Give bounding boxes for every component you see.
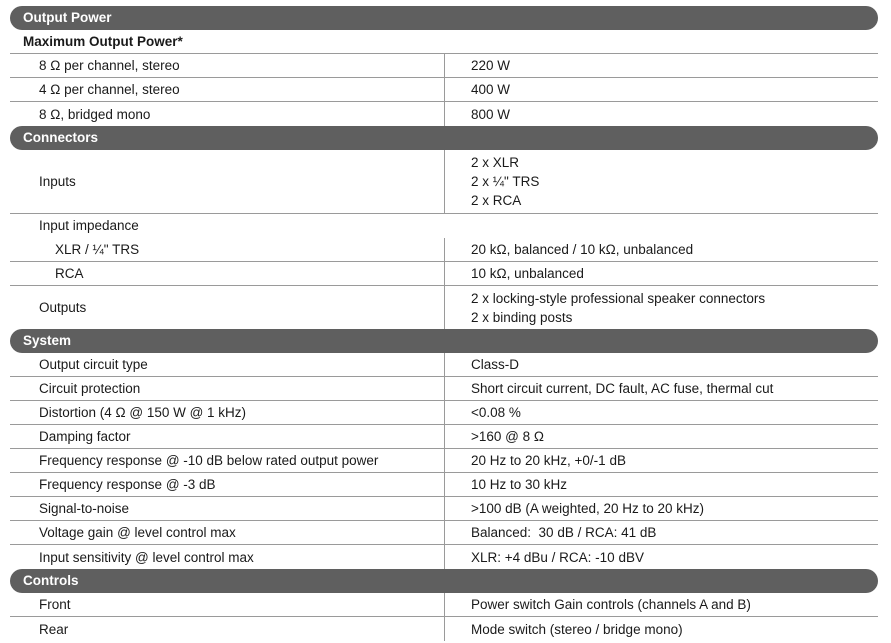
spec-row xyxy=(10,521,878,545)
spec-value xyxy=(445,286,878,329)
spec-value-text: 800 W xyxy=(471,106,511,122)
spec-label: Rear xyxy=(10,617,445,641)
subheading-maximum-output-power: Maximum Output Power* xyxy=(10,30,878,54)
spec-value-text: 20 kΩ, balanced / 10 kΩ, unbalanced xyxy=(471,242,694,257)
spec-value-text: Mode switch (stereo / bridge mono) xyxy=(471,621,683,637)
spec-value xyxy=(445,425,878,448)
spec-label: RCA xyxy=(10,262,445,285)
spec-row xyxy=(10,473,878,497)
spec-sheet xyxy=(10,6,878,641)
spec-label: Voltage gain @ level control max xyxy=(10,521,445,544)
spec-value-text: 400 W xyxy=(471,82,511,97)
spec-value xyxy=(445,521,878,544)
spec-value xyxy=(445,593,878,616)
spec-row-inputs xyxy=(10,150,878,214)
spec-value xyxy=(445,353,878,376)
spec-value-text: 10 Hz to 30 kHz xyxy=(471,477,568,492)
spec-row xyxy=(10,401,878,425)
spec-row xyxy=(10,262,878,286)
spec-value-text: Short circuit current, DC fault, AC fuse, thermal cut xyxy=(471,381,774,396)
section-header-controls: Controls xyxy=(10,569,878,593)
spec-value xyxy=(445,102,878,126)
spec-value-text: >100 dB (A weighted, 20 Hz to 20 kHz) xyxy=(471,501,705,516)
section-header-connectors: Connectors xyxy=(10,126,878,150)
spec-value-text: 20 Hz to 20 kHz, +0/-1 dB xyxy=(471,453,626,468)
spec-value-text: <0.08 % xyxy=(471,405,521,420)
spec-row xyxy=(10,238,878,262)
spec-value xyxy=(445,54,878,77)
spec-value xyxy=(445,377,878,400)
spec-label: 4 Ω per channel, stereo xyxy=(10,78,445,101)
spec-value xyxy=(445,238,878,261)
spec-row xyxy=(10,617,878,641)
connectors-table xyxy=(10,150,878,329)
spec-label: Signal-to-noise xyxy=(10,497,445,520)
spec-label: Inputs xyxy=(10,150,445,213)
spec-value-text: Balanced: 30 dB / RCA: 41 dB xyxy=(471,525,657,540)
spec-row-outputs xyxy=(10,286,878,329)
spec-value xyxy=(445,473,878,496)
controls-table xyxy=(10,593,878,641)
spec-row xyxy=(10,377,878,401)
spec-row xyxy=(10,102,878,126)
spec-label: Outputs xyxy=(10,286,445,329)
spec-label: 8 Ω per channel, stereo xyxy=(10,54,445,77)
spec-value-line: 2 x ¼" TRS xyxy=(471,174,540,189)
spec-value xyxy=(445,617,878,641)
spec-value-line: 2 x binding posts xyxy=(471,309,573,325)
spec-label: Input sensitivity @ level control max xyxy=(10,545,445,569)
spec-value-text: 10 kΩ, unbalanced xyxy=(471,266,584,281)
spec-label: Damping factor xyxy=(10,425,445,448)
spec-value-line: 2 x locking-style professional speaker connectors xyxy=(471,290,766,306)
spec-label: Distortion (4 Ω @ 150 W @ 1 kHz) xyxy=(10,401,445,424)
spec-row xyxy=(10,449,878,473)
spec-value-text: >160 @ 8 Ω xyxy=(471,429,544,444)
spec-value xyxy=(445,401,878,424)
spec-row xyxy=(10,353,878,377)
spec-value-text: XLR: +4 dBu / RCA: -10 dBV xyxy=(471,549,644,565)
spec-row xyxy=(10,545,878,569)
spec-value xyxy=(445,545,878,569)
spec-value xyxy=(445,150,878,213)
spec-value-line: 2 x XLR xyxy=(471,155,520,170)
spec-label: XLR / ¼" TRS xyxy=(10,238,445,261)
spec-value xyxy=(445,262,878,285)
spec-value xyxy=(445,78,878,101)
spec-label: Frequency response @ -10 dB below rated output power xyxy=(10,449,445,472)
input-impedance-label: Input impedance xyxy=(39,218,139,233)
spec-label: 8 Ω, bridged mono xyxy=(10,102,445,126)
section-header-output-power: Output Power xyxy=(10,6,878,30)
spec-value xyxy=(445,449,878,472)
spec-row xyxy=(10,593,878,617)
spec-value xyxy=(445,497,878,520)
spec-row xyxy=(10,425,878,449)
spec-value-line: 2 x RCA xyxy=(471,193,522,208)
section-header-system: System xyxy=(10,329,878,353)
spec-label: Circuit protection xyxy=(10,377,445,400)
spec-label: Front xyxy=(10,593,445,616)
spec-value-text: 220 W xyxy=(471,58,511,73)
spec-row xyxy=(10,78,878,102)
spec-label: Frequency response @ -3 dB xyxy=(10,473,445,496)
output-power-table xyxy=(10,54,878,126)
spec-value-text: Class-D xyxy=(471,357,520,372)
spec-row xyxy=(10,54,878,78)
spec-label: Output circuit type xyxy=(10,353,445,376)
system-table xyxy=(10,353,878,569)
spec-value-text: Power switch Gain controls (channels A and B) xyxy=(471,597,751,612)
spec-row xyxy=(10,497,878,521)
